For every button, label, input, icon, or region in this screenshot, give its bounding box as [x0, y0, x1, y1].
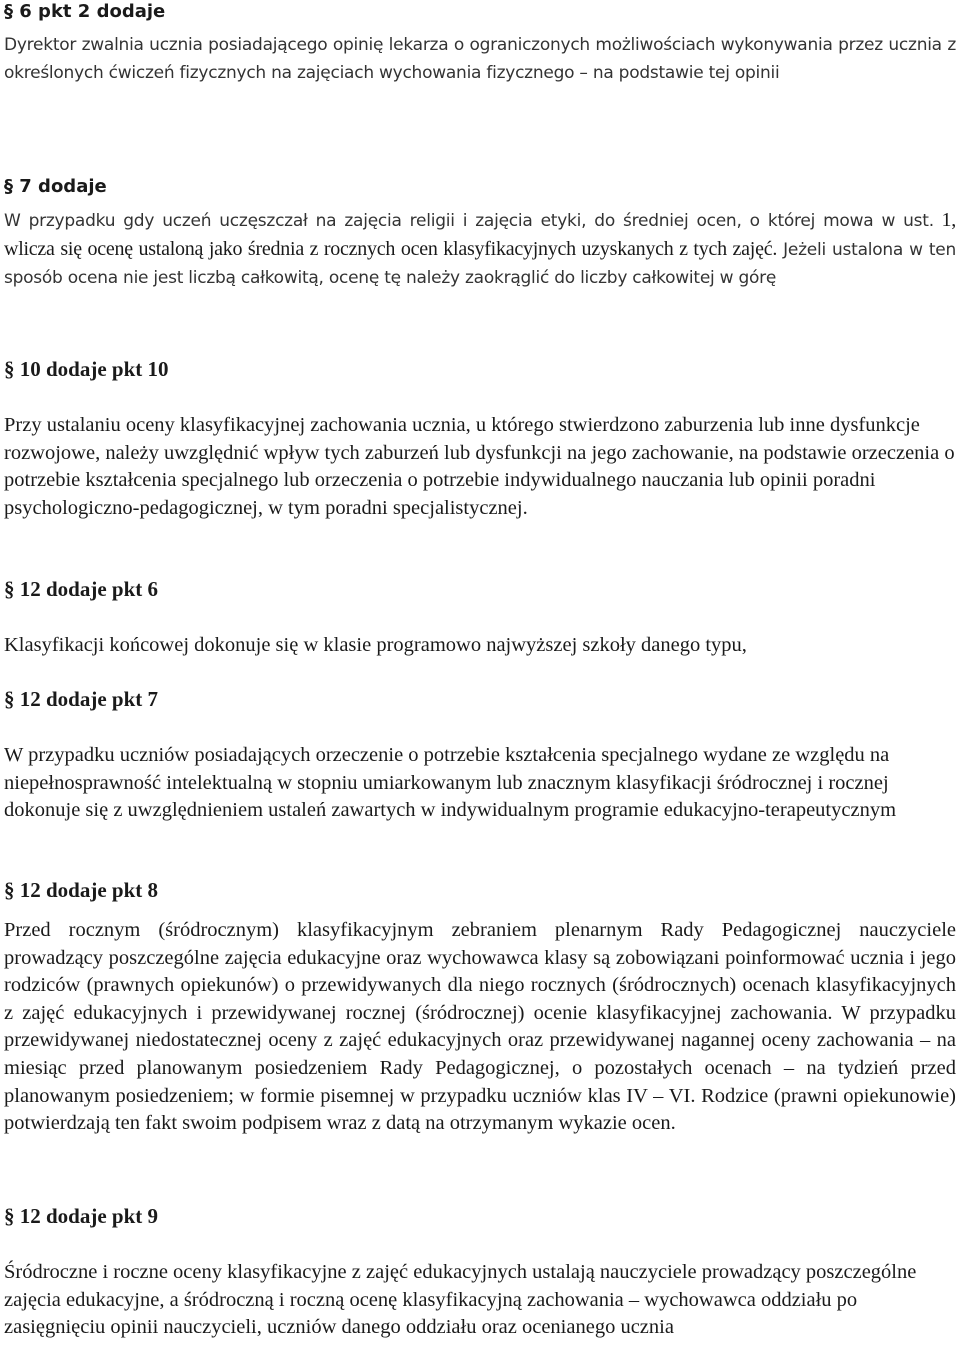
section-text-par6-pkt2: Dyrektor zwalnia ucznia posiadającego opinię lekarza o ograniczonych możliwościach wykonywania przez ucznia z określonych ćwiczeń fizycznych na zajęciach wychowania fizycznego – na podstawie tej opinii: [4, 35, 956, 83]
section-text-par12-pkt9: Śródroczne i roczne oceny klasyfikacyjne z zajęć edukacyjnych ustalają nauczyciele prowadzący poszczególne zajęcia edukacyjne, a śródroczną i roczną ocenę klasyfikacyjną zachowania – wychowawca oddziału po zasięgnięciu opinii nauczycieli, uczniów danego oddziału oraz ocenianego ucznia: [4, 1261, 917, 1339]
section-heading-par12-pkt9: § 12 dodaje pkt 9: [4, 1204, 159, 1228]
section-text-par12-pkt7: W przypadku uczniów posiadających orzeczenie o potrzebie kształcenia specjalnego wydane ze względu na niepełnosprawność intelektualną w stopniu umiarkowanym lub znacznym klasyfikacji śródrocznej i rocznej dokonuje się z uwzględnieniem ustaleń zawartych w indywidualnym programie edukacyjno-terapeutycznym: [4, 744, 897, 822]
section-text-par10-pkt10: Przy ustalaniu oceny klasyfikacyjnej zachowania ucznia, u którego stwierdzono zaburzenia lub inne dysfunkcje rozwojowe, należy uwzględnić wpływ tych zaburzeń lub dysfunkcji na jego zachowanie, na podstawie orzeczenia o potrzebie kształcenia specjalnego lub orzeczenia o potrzebie indywidualnego nauczania lub opinii poradni psychologiczno-pedagogicznej, w tym poradni specjalistycznej.: [4, 414, 955, 519]
section-heading-par7: § 7 dodaje: [4, 176, 107, 197]
section-text-par7-part1: W przypadku gdy uczeń uczęszczał na zajęcia religii i zajęcia etyki, do średniej ocen, o której mowa w ust.: [4, 211, 934, 231]
section-heading-par10-pkt10: § 10 dodaje pkt 10: [4, 357, 169, 381]
section-heading-par12-pkt6: § 12 dodaje pkt 6: [4, 577, 159, 601]
section-text-par7-part2: 1, wlicza się ocenę ustaloną jako średnia z rocznych ocen klasyfikacyjnych uzyskanych z tych zajęć.: [4, 209, 956, 260]
section-heading-par6-pkt2: § 6 pkt 2 dodaje: [4, 1, 166, 22]
section-text-par12-pkt6: Klasyfikacji końcowej dokonuje się w klasie programowo najwyższej szkoły danego typu,: [4, 634, 747, 656]
section-text-par12-pkt8: Przed rocznym (śródrocznym) klasyfikacyjnym zebraniem plenarnym Rady Pedagogicznej nauczyciele prowadzący poszczególne zajęcia edukacyjne oraz wychowawca klasy są zobowiązani poinformować ucznia i jego rodziców (prawnych opiekunów) o przewidywanych dla niego rocznych (śródrocznych) ocenach klasyfikacyjnych z zajęć edukacyjnych i przewidywanej rocznej (śródrocznej) ocenie klasyfikacyjnej zachowania. W przypadku przewidywanej niedostatecznej oceny z zajęć edukacyjnych oraz przewidywanej nagannej oceny zachowania – na miesiąc przed planowanym posiedzeniem Rady Pedagogicznej, o pozostałych ocenach – na tydzień przed planowanym posiedzeniem; w formie pisemnej w przypadku uczniów klas IV – VI. Rodzice (prawni opiekunowie) potwierdzają ten fakt swoim podpisem wraz z datą na otrzymanym wykazie ocen.: [4, 919, 956, 1135]
section-heading-par12-pkt7: § 12 dodaje pkt 7: [4, 687, 159, 711]
section-text-par7: [4, 206, 956, 292]
section-text-par7-part3: Jeżeli ustalona w ten sposób ocena nie jest liczbą całkowitą, ocenę tę należy zaokrąglić do liczby całkowitej w górę: [4, 240, 956, 288]
section-heading-par12-pkt8: § 12 dodaje pkt 8: [4, 878, 159, 902]
